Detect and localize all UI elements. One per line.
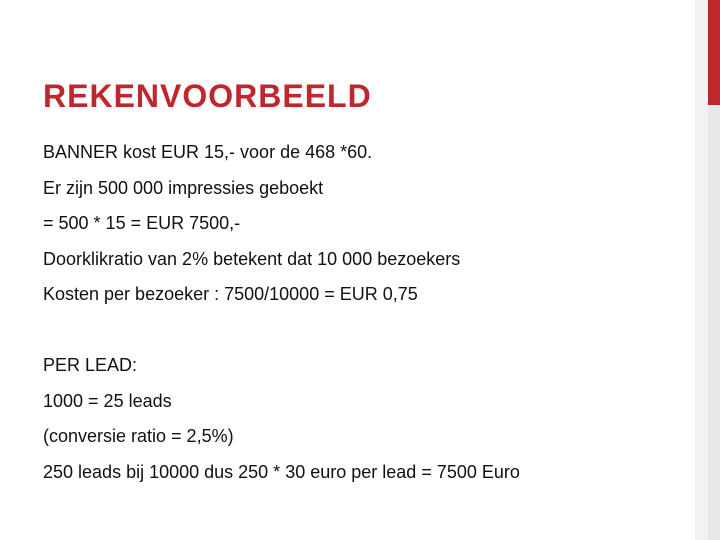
side-accent-block (708, 0, 720, 105)
body-line-total: = 500 * 15 = EUR 7500,- (43, 213, 241, 233)
body-line-impressions: Er zijn 500 000 impressies geboekt (43, 177, 324, 198)
body-line-clickthrough: Doorklikratio van 2% betekent dat 10 000 bezoekers (43, 248, 461, 269)
slide-title: REKENVOORBEELD (43, 78, 372, 114)
slide-body (43, 141, 683, 496)
body-line-lead-total: 250 leads bij 10000 dus 250 * 30 euro per lead = 7500 Euro (43, 461, 520, 482)
body-line-banner-cost: BANNER kost EUR 15,- voor de 468 *60. (43, 142, 373, 162)
body-line-conversion-ratio: (conversie ratio = 2,5%) (43, 426, 234, 446)
side-track (708, 105, 720, 540)
body-line-leads: 1000 = 25 leads (43, 390, 172, 411)
side-decoration-bar (695, 0, 720, 540)
body-line-spacer (43, 319, 683, 341)
body-line-per-lead-heading: PER LEAD: (43, 355, 138, 375)
body-line-cost-per-visitor: Kosten per bezoeker : 7500/10000 = EUR 0,75 (43, 284, 418, 304)
